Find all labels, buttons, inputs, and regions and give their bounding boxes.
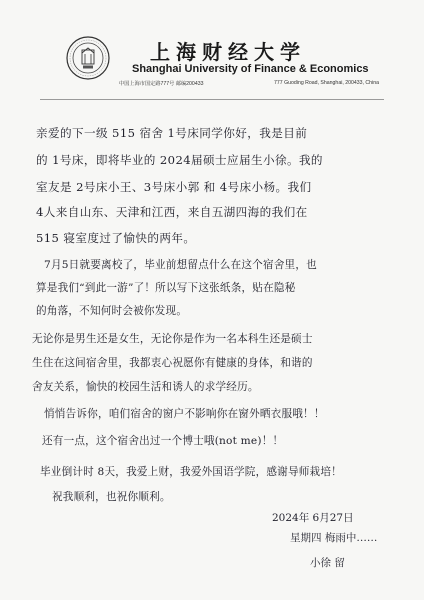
- letter-line: 还有一点，这个宿舍出过一个博士哦(not me)！！: [42, 435, 284, 447]
- letterhead: [0, 0, 424, 98]
- letter-line: 室友是 2号床小王、3号床小郭 和 4号床小杨。我们: [36, 180, 312, 194]
- letter-line: 的 1号床，即将毕业的 2024届硕士应届生小徐。我的: [36, 153, 323, 167]
- letter-line: 亲爱的下一级 515 宿舍 1号床同学你好，我是目前: [36, 126, 308, 140]
- university-english-name: Shanghai University of Finance & Economics: [132, 63, 369, 75]
- university-seal-icon: [66, 36, 110, 80]
- signature-date: 2024年 6月27日: [272, 512, 354, 524]
- letter-line: 的角落，不知何时会被你发现。: [36, 305, 188, 317]
- address-chinese: 中国上海市国定路777号 邮编200433: [119, 81, 204, 87]
- letter-line: 舍友关系，愉快的校园生活和诱人的求学经历。: [32, 381, 259, 393]
- address-english: 777 Guoding Road, Shanghai, 200433, China: [274, 80, 379, 86]
- letter-line: 7月5日就要离校了，毕业前想留点什么在这个宿舍里，也: [44, 259, 317, 271]
- letter-line: 毕业倒计时 8天，我爱上财，我爱外国语学院，感谢导师栽培！: [40, 466, 342, 478]
- address-row: [119, 80, 379, 87]
- signature-weekday: 星期四 梅雨中……: [290, 532, 378, 544]
- letter-line: 4人来自山东、天津和江西，来自五湖四海的我们在: [36, 205, 308, 219]
- letter-line: 算是我们“到此一游”了！所以写下这张纸条，贴在隐秘: [36, 282, 296, 294]
- header-divider: [40, 99, 384, 100]
- signature-name: 小徐 留: [310, 557, 345, 569]
- university-chinese-name: 上海财经大学: [150, 40, 306, 64]
- letter-line: 祝我顺利，也祝你顺利。: [52, 491, 171, 503]
- letter-line: 悄悄告诉你，咱们宿舍的窗户不影响你在窗外晒衣服哦！！: [44, 408, 325, 420]
- letter-line: 无论你是男生还是女生，无论你是作为一名本科生还是硕士: [32, 333, 313, 345]
- letter-line: 515 寝室度过了愉快的两年。: [36, 231, 196, 245]
- letter-line: 生住在这间宿舍里，我都衷心祝愿你有健康的身体，和谐的: [32, 357, 313, 369]
